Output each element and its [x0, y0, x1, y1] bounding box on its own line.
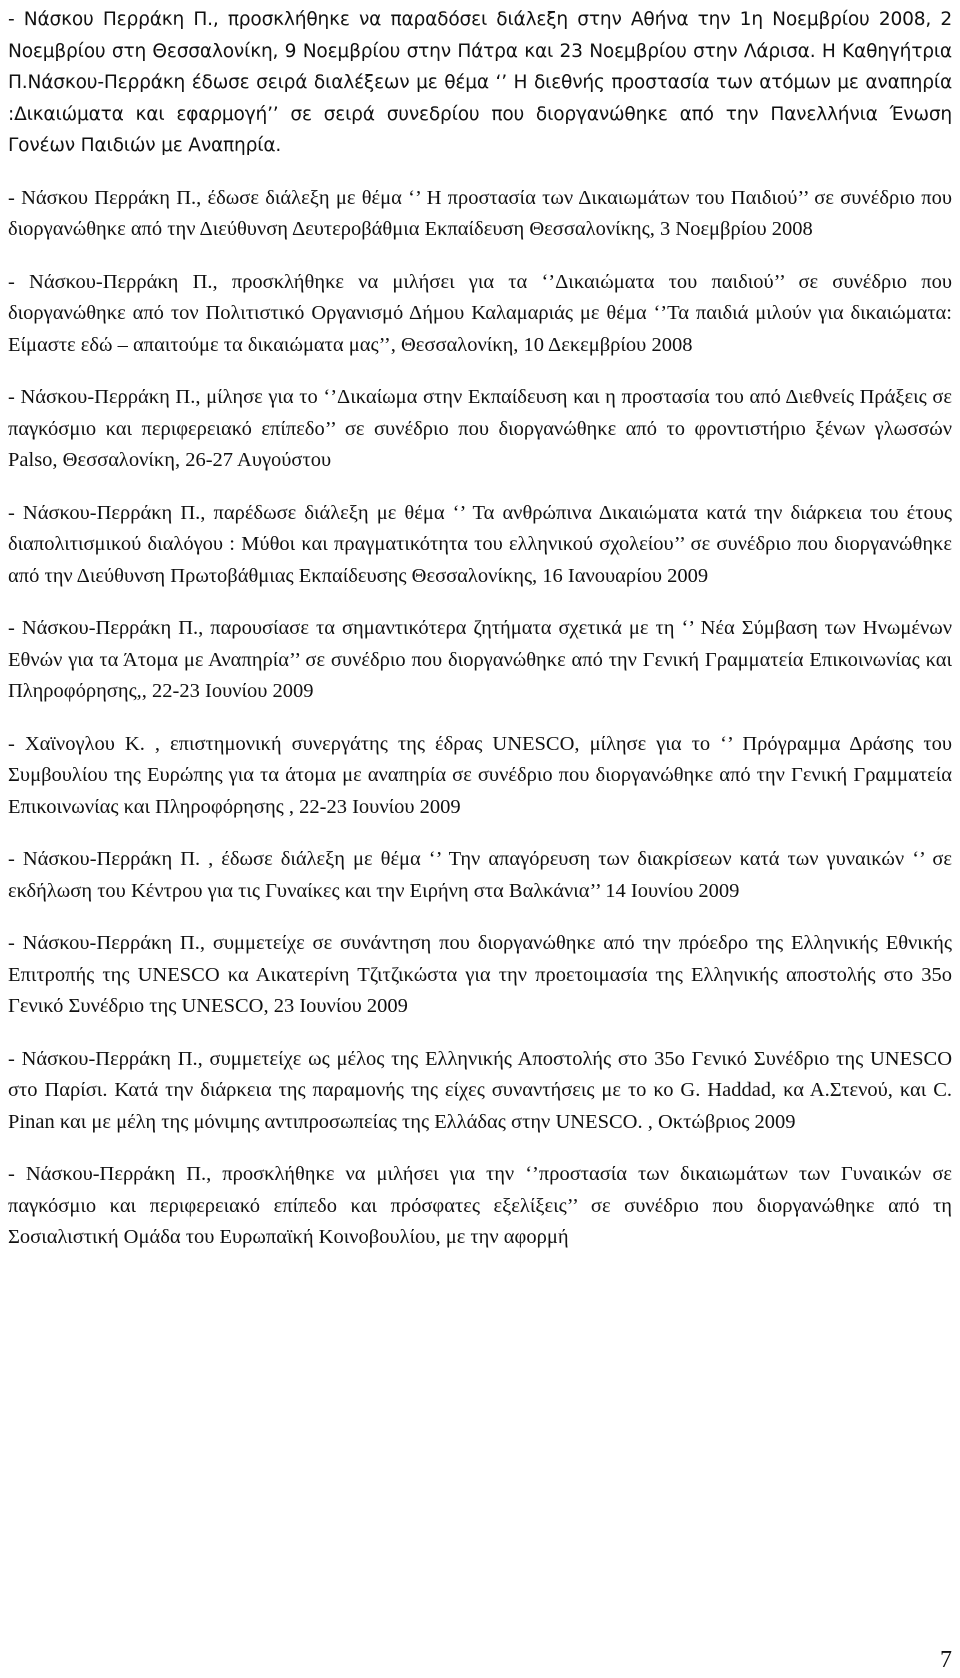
paragraph-disability-convention: - Νάσκου-Περράκη Π., παρουσίασε τα σημαντικότερα ζητήματα σχετικά με τη ‘’ Νέα Σύμβαση των Ηνωμένων Εθνών για τα Άτομα με Αναπηρία’’ σε συνέδριο που διοργανώθηκε από την Γενική Γραμματεία Επικοινωνίας και Πληροφόρησης,, 22-23 Ιουνίου 2009 [8, 617, 952, 702]
paragraph-unesco-general-conference: - Νάσκου-Περράκη Π., συμμετείχε ως μέλος της Ελληνικής Αποστολής στο 35ο Γενικό Συνέδριο της UNESCO στο Παρίσι. Κατά την διάρκεια της παραμονής της είχες συναντήσεις με το κο G. Haddad, κα Α.Στενού, και C. Pinan και με μέλη της μόνιμης αντιπροσωπείας της Ελλάδας στην UNESCO. , Οκτώβριος 2009 [8, 1047, 952, 1133]
paragraph-unesco-meeting: - Νάσκου-Περράκη Π., συμμετείχε σε συνάντηση που διοργανώθηκε από την πρόεδρο της Ελληνικής Εθνικής Επιτροπής της UNESCO κα Αικατερίνη Τζιτζικώστα για την προετοιμασία της Ελληνικής αποστολής στο 35ο Γενικό Συνέδριο της UNESCO, 23 Ιουνίου 2009 [8, 932, 952, 1017]
paragraph-european-parliament: - Νάσκου-Περράκη Π., προσκλήθηκε να μιλήσει για την ‘’προστασία των δικαιωμάτων των Γυναικών σε παγκόσμιο και περιφερειακό επίπεδο και πρόσφατες εξελίξεις’’ σε συνέδριο που διοργανώθηκε από τη Σοσιαλιστική Ομάδα του Ευρωπαϊκή Κοινοβουλίου, με την αφορμή [8, 1163, 952, 1248]
page-number: 7 [940, 1647, 952, 1673]
paragraph-right-to-education: - Νάσκου-Περράκη Π., μίλησε για το ‘’Δικαίωμα στην Εκπαίδευση και η προστασία του από Διεθνείς Πράξεις σε παγκόσμιο και περιφερειακό επίπεδο’’ σε συνέδριο που διοργανώθηκε από το φροντιστήριο ξένων γλωσσών Palso, Θεσσαλονίκη, 26-27 Αυγούστου [8, 386, 952, 471]
paragraph-council-of-europe-programme: - Χαϊνογλου Κ. , επιστημονική συνεργάτης της έδρας UNESCO, μίλησε για το ‘’ Πρόγραμμα Δράσης του Συμβουλίου της Ευρώπης για τα άτομα με αναπηρία σε συνέδριο που διοργανώθηκε από την Γενική Γραμματεία Επικοινωνίας και Πληροφόρησης , 22-23 Ιουνίου 2009 [8, 732, 952, 818]
paragraph-kalamaria-conference: - Νάσκου-Περράκη Π., προσκλήθηκε να μιλήσει για τα ‘’Δικαιώματα του παιδιού’’ σε συνέδριο που διοργανώθηκε από τον Πολιτιστικό Οργανισμό Δήμου Καλαμαριάς με θέμα ‘’Τα παιδιά μιλούν για δικαιώματα: Είμαστε εδώ – απαιτούμε τα δικαιώματα μας’’, Θεσσαλονίκη, 10 Δεκεμβρίου 2008 [8, 270, 952, 356]
paragraph-intercultural-dialogue: - Νάσκου-Περράκη Π., παρέδωσε διάλεξη με θέμα ‘’ Τα ανθρώπινα Δικαιώματα κατά την διάρκεια του έτους διαπολιτισμικού διαλόγου : Μύθοι και πραγματικότητα του ελληνικού σχολείου’’ σε συνέδριο που διοργανώθηκε από την Διεύθυνση Πρωτοβάθμιας Εκπαίδευσης Θεσσαλονίκης, 16 Ιανουαρίου 2009 [8, 501, 952, 587]
paragraph-women-discrimination: - Νάσκου-Περράκη Π. , έδωσε διάλεξη με θέμα ‘’ Την απαγόρευση των διακρίσεων κατά των γυναικών ‘’ σε εκδήλωση του Κέντρου για τις Γυναίκες και την Ειρήνη στα Βαλκάνια’’ 14 Ιουνίου 2009 [8, 848, 952, 902]
paragraph-lecture-series-2008: - Νάσκου Περράκη Π., προσκλήθηκε να παραδόσει διάλεξη στην Αθήνα την 1η Νοεμβρίου 2008, 2 Νοεμβρίου στη Θεσσαλονίκη, 9 Νοεμβρίου στην Πάτρα και 23 Νοεμβρίου στην Λάρισα. Η Καθηγήτρια Π.Νάσκου-Περράκη έδωσε σειρά διαλέξεων με θέμα ‘’ Η διεθνής προστασία των ατόμων με αναπηρία :Δικαιώματα και εφαρμογή’’ σε σειρά συνεδρίου που διοργανώθηκε από την Πανελλήνια Ένωση Γονέων Παιδιών με Αναπηρία. [8, 9, 952, 156]
paragraph-child-rights-lecture: - Νάσκου Περράκη Π., έδωσε διάλεξη με θέμα ‘’ Η προστασία των Δικαιωμάτων του Παιδιού’’ σε συνέδριο που διοργανώθηκε από την Διεύθυνση Δευτεροβάθμια Εκπαίδευση Θεσσαλονίκης, 3 Νοεμβρίου 2008 [8, 186, 952, 240]
